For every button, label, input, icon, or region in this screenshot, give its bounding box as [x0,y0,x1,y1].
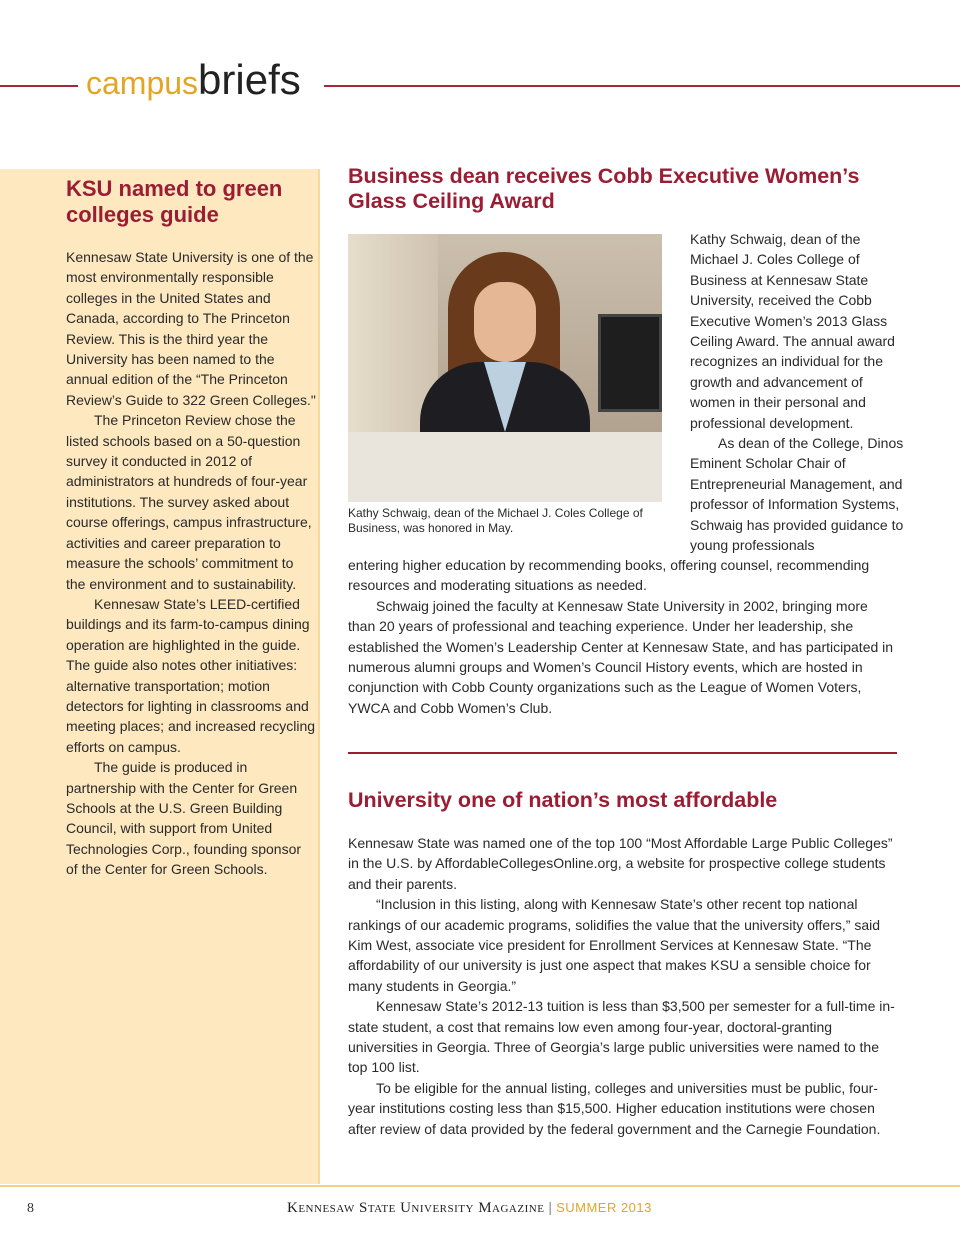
photo-desk [348,432,662,502]
dean-portrait-photo [348,234,662,502]
footer-masthead [287,1199,652,1217]
magazine-name: Kennesaw State University Magazine [287,1200,545,1216]
article2-paragraph: “Inclusion in this listing, along with Kennesaw State’s other recent top national rankings of our academic programs, solidifies the value that the university offers,” said Kim West, associate vice president for Enrollment Services at Kennesaw State. “The affordability of our university is just one aspect that makes KSU a sensible choice for many students in Georgia.” [348,896,880,994]
article1-paragraph: Schwaig joined the faculty at Kennesaw State University in 2002, bringing more than 20 years of professional and teaching experience. Under her leadership, she established the Women’s Leadership Center at Kennesaw State, and has participated in numerous alumni groups and Women’s Council History events, which are hosted in conjunction with Cobb County organizations such as the League of Women Voters, YWCA and Cobb Women’s Club. [348,597,894,716]
issue-label: SUMMER 2013 [556,1200,652,1215]
article2-paragraph: Kennesaw State’s 2012-13 tuition is less than $3,500 per semester for a full-time in-state student, a cost that remains low even among four-year, doctoral-granting universities in Georgia. Three of Georgia’s large public universities were named to the top 100 list. [348,998,895,1076]
header-rule-right [324,85,960,87]
article1-paragraph: As dean of the College, Dinos Eminent Scholar Chair of Entrepreneurial Management, and professor of Information Systems, Schwaig has provided guidance to young professionals [690,435,904,554]
article2-body [348,833,898,1139]
photo-monitor [598,314,662,412]
article1-headline: Business dean receives Cobb Executive Women’s Glass Ceiling Award [348,164,860,213]
page-number: 8 [27,1201,34,1216]
article2-paragraph: Kennesaw State was named one of the top 100 “Most Affordable Large Public Colleges” in the U.S. by AffordableCollegesOnline.org, a website for prospective college students and their parents. [348,835,893,892]
article1-paragraph: entering higher education by recommending books, offering counsel, recommending resources and moderating situations as needed. [348,557,870,594]
section-title [86,50,301,110]
sidebar-paragraph: Kennesaw State’s LEED-certified buildings and its farm-to-campus dining operation are highlighted in the guide. The guide also notes other initiatives: alternative transportation; motion detectors for lighting in classrooms and meeting places; and increased recycling efforts on campus. [66,595,316,755]
article1-paragraph: Kathy Schwaig, dean of the Michael J. Coles College of Business at Kennesaw State University, received the Cobb Executive Women’s 2013 Glass Ceiling Award. The annual award recognizes an individual for the growth and advancement of women in their personal and professional development. [690,231,895,431]
sidebar-paragraph: The Princeton Review chose the listed schools based on a 50-question survey it conducted in 2012 of administrators at hundreds of four-year institutions. The survey asked about course offerings, campus infrastructure, activities and career preparation to measure the schools’ commitment to the environment and to sustainability. [66,412,312,592]
sidebar-article-body [66,247,316,880]
section-title-part2: briefs [198,56,301,103]
photo-face [474,282,536,362]
footer-rule [0,1185,960,1187]
sidebar-paragraph: The guide is produced in partnership with the Center for Green Schools at the U.S. Green Building Council, with support from United Technologies Corp., founding sponsor of the Center for Green Schools. [66,759,302,878]
sidebar-paragraph: Kennesaw State University is one of the most environmentally responsible colleges in the United States and Canada, according to The Princeton Review. This is the third year the University has been named to the annual edition of the “The Princeton Review’s Guide to 322 Green Colleges." [66,249,316,408]
article2-headline: University one of nation’s most affordable [348,788,778,812]
article1-side-column [690,229,905,556]
header-rule-left [0,85,78,87]
article1-continued [348,555,898,718]
photo-caption: Kathy Schwaig, dean of the Michael J. Coles College of Business, was honored in May. [348,506,643,535]
footer-separator: | [548,1199,553,1215]
article2-paragraph: To be eligible for the annual listing, colleges and universities must be public, four-year institutions costing less than $15,500. Higher education institutions were chosen after review of data provided by the federal government and the Carnegie Foundation. [348,1079,881,1137]
section-divider [348,752,897,754]
sidebar-headline: KSU named to green colleges guide [66,176,283,227]
section-title-part1: campus [86,65,199,101]
